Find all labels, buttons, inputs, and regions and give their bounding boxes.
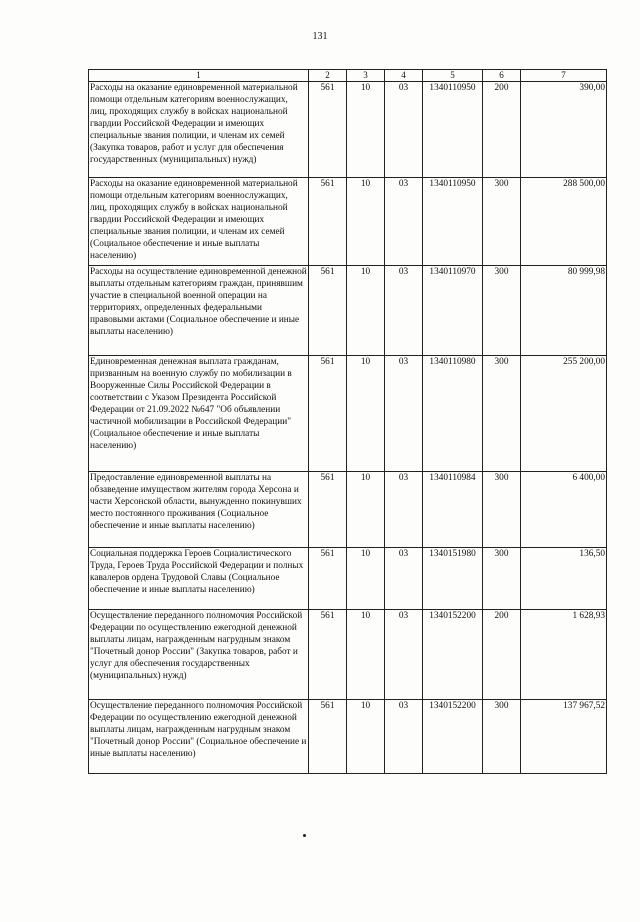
cell-col6: 300 [483,548,521,610]
cell-col2: 561 [309,266,347,356]
budget-table [88,69,607,774]
cell-col5: 1340151980 [423,548,483,610]
cell-col2: 561 [309,178,347,266]
page-number: 131 [312,31,328,42]
row-description: Единовременная денежная выплата гражданам, призванным на военную службу по мобилизации в Вооруженные Силы Российской Федерации в соответствии с Указом Президента Российской Федерации от 21.09.2022 №647 "Об объявлении частичной мобилизации в Российской Федерации" (Социальное обеспечение и иные выплаты населению) [89,356,309,472]
cell-col5: 1340110980 [423,356,483,472]
table-row [89,700,607,774]
column-header: 7 [521,70,607,82]
cell-col6: 300 [483,266,521,356]
row-description: Расходы на оказание единовременной материальной помощи отдельным категориям военнослужащих, лиц, проходящих службу в войсках национальной гвардии Российской Федерации и имеющих специальные звания полиции, и членам их семей (Социальное обеспечение и иные выплаты населению) [89,178,309,266]
cell-col4: 03 [385,610,423,700]
cell-col4: 03 [385,472,423,548]
cell-col5: 1340152200 [423,610,483,700]
table-row [89,610,607,700]
cell-col3: 10 [347,548,385,610]
cell-amount: 137 967,52 [521,700,607,774]
cell-col2: 561 [309,700,347,774]
table-row [89,472,607,548]
cell-col2: 561 [309,472,347,548]
cell-amount: 390,00 [521,82,607,178]
cell-col2: 561 [309,548,347,610]
cell-col4: 03 [385,548,423,610]
table-row [89,266,607,356]
cell-col4: 03 [385,178,423,266]
cell-col5: 1340152200 [423,700,483,774]
cell-col3: 10 [347,472,385,548]
row-description: Осуществление переданного полномочия Российской Федерации по осуществлению ежегодной денежной выплаты лицам, награжденным нагрудным знаком "Почетный донор России" (Закупка товаров, работ и услуг для обеспечения государственных (муниципальных) нужд) [89,610,309,700]
cell-col2: 561 [309,82,347,178]
cell-amount: 288 500,00 [521,178,607,266]
column-header: 2 [309,70,347,82]
cell-col3: 10 [347,610,385,700]
scan-dot-mark [303,834,306,837]
cell-col3: 10 [347,178,385,266]
cell-col6: 200 [483,610,521,700]
row-description: Расходы на осуществление единовременной денежной выплаты отдельным категориям граждан, принявшим участие в специальной военной операции на территориях, определенных федеральными правовыми актами (Социальное обеспечение и иные выплаты населению) [89,266,309,356]
cell-col2: 561 [309,610,347,700]
table-row [89,82,607,178]
cell-amount: 136,50 [521,548,607,610]
row-description: Предоставление единовременной выплаты на обзаведение имуществом жителям города Херсона и части Херсонской области, вынужденно покинувших место постоянного проживания (Социальное обеспечение и иные выплаты населению) [89,472,309,548]
cell-col6: 200 [483,82,521,178]
column-header: 4 [385,70,423,82]
cell-col6: 300 [483,178,521,266]
cell-col5: 1340110984 [423,472,483,548]
cell-col4: 03 [385,82,423,178]
cell-col4: 03 [385,356,423,472]
cell-col4: 03 [385,266,423,356]
column-header: 3 [347,70,385,82]
cell-amount: 80 999,98 [521,266,607,356]
column-header: 1 [89,70,309,82]
cell-col2: 561 [309,356,347,472]
cell-amount: 6 400,00 [521,472,607,548]
row-description: Осуществление переданного полномочия Российской Федерации по осуществлению ежегодной денежной выплаты лицам, награжденным нагрудным знаком "Почетный донор России" (Социальное обеспечение и иные выплаты населению) [89,700,309,774]
cell-col3: 10 [347,82,385,178]
cell-col6: 300 [483,356,521,472]
cell-col5: 1340110970 [423,266,483,356]
cell-col6: 300 [483,700,521,774]
table-header-row [89,70,607,82]
table-row [89,178,607,266]
column-header: 6 [483,70,521,82]
column-header: 5 [423,70,483,82]
cell-col5: 1340110950 [423,82,483,178]
cell-amount: 1 628,93 [521,610,607,700]
row-description: Социальная поддержка Героев Социалистического Труда, Героев Труда Российской Федерации и полных кавалеров ордена Трудовой Славы (Социальное обеспечение и иные выплаты населению) [89,548,309,610]
cell-col3: 10 [347,356,385,472]
cell-amount: 255 200,00 [521,356,607,472]
row-description: Расходы на оказание единовременной материальной помощи отдельным категориям военнослужащих, лиц, проходящих службу в войсках национальной гвардии Российской Федерации и имеющих специальные звания полиции, и членам их семей (Закупка товаров, работ и услуг для обеспечения государственных (муниципальных) нужд) [89,82,309,178]
cell-col3: 10 [347,700,385,774]
cell-col4: 03 [385,700,423,774]
cell-col5: 1340110950 [423,178,483,266]
cell-col6: 300 [483,472,521,548]
table-row [89,356,607,472]
cell-col3: 10 [347,266,385,356]
table-row [89,548,607,610]
